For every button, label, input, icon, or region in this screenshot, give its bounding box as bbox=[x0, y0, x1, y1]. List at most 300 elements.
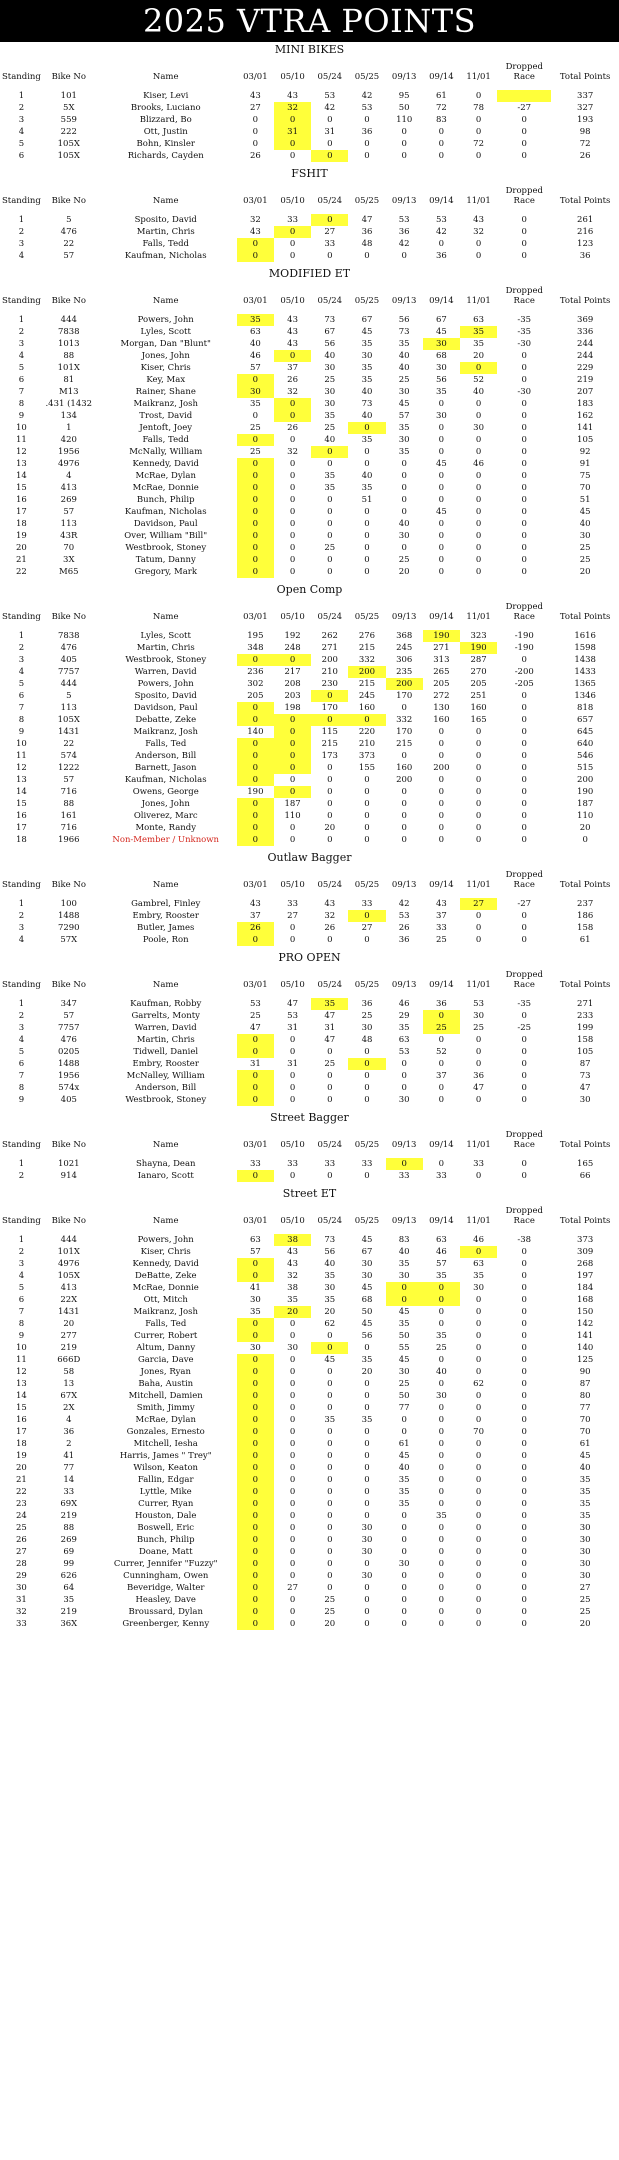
r0913-cell: 53 bbox=[398, 215, 410, 225]
r0510-cell: 33 bbox=[287, 1159, 298, 1169]
name-cell: Blizzard, Bo bbox=[139, 115, 192, 125]
table-row bbox=[0, 1534, 619, 1546]
bike-no-cell: 101X bbox=[57, 363, 80, 373]
r0525-cell: 40 bbox=[361, 411, 373, 421]
section-street-bagger bbox=[0, 1110, 619, 1186]
r1101-cell: 35 bbox=[473, 1271, 484, 1281]
r0914-cell: 0 bbox=[438, 1559, 445, 1569]
r0301-cell: 0 bbox=[237, 1046, 274, 1058]
r0301-cell: 0 bbox=[237, 774, 274, 786]
name-cell: Currer, Jennifer "Fuzzy" bbox=[113, 1559, 218, 1569]
r0510-cell: 0 bbox=[274, 786, 311, 798]
r0524-cell: 0 bbox=[311, 1342, 348, 1354]
dropped-cell: -30 bbox=[517, 339, 532, 349]
bike-no-cell: 1966 bbox=[57, 835, 80, 845]
standing-cell: 5 bbox=[18, 363, 25, 373]
r0301-cell: 30 bbox=[249, 1295, 261, 1305]
column-header-r0524: 05/24 bbox=[317, 612, 343, 622]
r0524-cell: 0 bbox=[327, 1427, 333, 1437]
r0524-cell: 30 bbox=[324, 1283, 336, 1293]
name-cell: Mitchell, Iesha bbox=[133, 1439, 198, 1449]
r0301-cell: 0 bbox=[237, 750, 274, 762]
r0913-cell: 0 bbox=[401, 495, 407, 505]
r0510-cell: 0 bbox=[274, 654, 311, 666]
dropped-cell: 0 bbox=[521, 115, 527, 125]
dropped-cell: 0 bbox=[521, 751, 527, 761]
standing-cell: 1 bbox=[18, 315, 25, 325]
dropped-cell: 0 bbox=[521, 399, 527, 409]
r0525-cell: 35 bbox=[361, 1355, 373, 1365]
total-cell: 26 bbox=[579, 151, 591, 161]
table-row bbox=[0, 922, 619, 934]
dropped-cell: 0 bbox=[521, 911, 527, 921]
r1101-cell: 0 bbox=[475, 1499, 482, 1509]
r0525-cell: 210 bbox=[358, 739, 376, 749]
r0525-cell: 0 bbox=[364, 447, 370, 457]
r0913-cell: 0 bbox=[401, 787, 407, 797]
r0524-cell: 0 bbox=[327, 1331, 333, 1341]
dropped-cell: 0 bbox=[521, 1595, 527, 1605]
dropped-cell: 0 bbox=[521, 811, 527, 821]
r1101-cell: 0 bbox=[475, 1619, 482, 1629]
header-row bbox=[0, 598, 619, 624]
total-cell: 141 bbox=[577, 423, 594, 433]
r0510-cell: 203 bbox=[284, 691, 301, 701]
bike-no-cell: 0205 bbox=[57, 1047, 80, 1057]
r0301-cell: 0 bbox=[237, 250, 274, 262]
bike-no-cell: 269 bbox=[60, 1535, 77, 1545]
name-cell: Garcia, Dave bbox=[137, 1355, 194, 1365]
r0913-cell: 36 bbox=[398, 227, 410, 237]
total-cell: 0 bbox=[582, 835, 588, 845]
r0301-cell: 0 bbox=[237, 810, 274, 822]
r0914-cell: 0 bbox=[438, 1583, 445, 1593]
r1101-cell: 0 bbox=[475, 1451, 482, 1461]
total-cell: 45 bbox=[579, 1451, 591, 1461]
r0913-cell: 40 bbox=[398, 519, 410, 529]
total-cell: 70 bbox=[579, 483, 591, 493]
column-header-r1101: 11/01 bbox=[466, 980, 491, 990]
dropped-cell: 0 bbox=[521, 1571, 527, 1581]
r0524-cell: 56 bbox=[324, 1247, 336, 1257]
table-row bbox=[0, 810, 619, 822]
standing-cell: 2 bbox=[18, 643, 25, 653]
table-row bbox=[0, 1546, 619, 1558]
r1101-cell: 0 bbox=[475, 775, 482, 785]
name-cell: Powers, John bbox=[137, 679, 194, 689]
column-header-r0510: 05/10 bbox=[280, 980, 305, 990]
r0913-cell: 0 bbox=[401, 459, 407, 469]
bike-no-cell: 69X bbox=[60, 1499, 78, 1509]
table-row bbox=[0, 1246, 619, 1258]
name-cell: Currer, Ryan bbox=[138, 1499, 194, 1509]
r0525-cell: 42 bbox=[361, 91, 373, 101]
standing-cell: 1 bbox=[18, 899, 25, 909]
r0913-cell: 0 bbox=[401, 1427, 407, 1437]
r0525-cell: 0 bbox=[364, 823, 370, 833]
total-cell: 20 bbox=[579, 823, 591, 833]
column-header-r0524: 05/24 bbox=[317, 1216, 343, 1226]
table-row bbox=[0, 542, 619, 554]
r0524-cell: 210 bbox=[321, 667, 338, 677]
r0525-cell: 0 bbox=[364, 1583, 370, 1593]
total-cell: 1433 bbox=[574, 667, 596, 677]
dropped-cell: 0 bbox=[521, 1271, 527, 1281]
r0524-cell: 0 bbox=[327, 507, 333, 517]
r0913-cell: 0 bbox=[401, 251, 407, 261]
r0524-cell: 200 bbox=[321, 655, 338, 665]
r0914-cell: 25 bbox=[435, 935, 447, 945]
total-cell: 168 bbox=[577, 1295, 594, 1305]
dropped-cell: 0 bbox=[521, 1083, 527, 1093]
dropped-cell: 0 bbox=[521, 1403, 527, 1413]
standings-table bbox=[0, 282, 619, 578]
r0524-cell: 25 bbox=[324, 1595, 336, 1605]
r0524-cell: 0 bbox=[327, 495, 333, 505]
r0510-cell: 0 bbox=[289, 1475, 296, 1485]
dropped-cell: 0 bbox=[521, 459, 527, 469]
dropped-cell: -190 bbox=[514, 643, 534, 653]
r1101-cell: 0 bbox=[475, 911, 482, 921]
r0525-cell: 35 bbox=[361, 435, 373, 445]
r0913-cell: 245 bbox=[396, 643, 413, 653]
r0301-cell: 0 bbox=[237, 1426, 274, 1438]
r0913-cell: 0 bbox=[401, 1083, 407, 1093]
dropped-cell: 0 bbox=[521, 1035, 527, 1045]
r0510-cell: 0 bbox=[289, 483, 296, 493]
standing-cell: 1 bbox=[18, 1159, 25, 1169]
bike-no-cell: 1431 bbox=[57, 727, 80, 737]
r0524-cell: 0 bbox=[327, 1463, 333, 1473]
r1101-cell: 0 bbox=[475, 1295, 482, 1305]
r0510-cell: 0 bbox=[289, 1535, 296, 1545]
standing-cell: 10 bbox=[16, 739, 27, 749]
dropped-cell: 0 bbox=[521, 215, 527, 225]
r0525-cell: 0 bbox=[364, 811, 370, 821]
total-cell: 158 bbox=[577, 923, 594, 933]
page-title: 2025 VTRA POINTS bbox=[0, 0, 619, 42]
dropped-cell: 0 bbox=[521, 655, 527, 665]
r0914-cell: 0 bbox=[438, 1083, 445, 1093]
total-cell: 105 bbox=[577, 435, 594, 445]
r0510-cell: 32 bbox=[287, 447, 298, 457]
total-cell: 186 bbox=[577, 911, 594, 921]
dropped-cell: -200 bbox=[514, 667, 534, 677]
r0524-cell: 0 bbox=[327, 1487, 333, 1497]
total-cell: 162 bbox=[577, 411, 594, 421]
r0524-cell: 0 bbox=[327, 811, 333, 821]
name-cell: McNalley, William bbox=[126, 1071, 205, 1081]
dropped-cell: 0 bbox=[521, 1047, 527, 1057]
r1101-cell: 0 bbox=[475, 447, 482, 457]
total-cell: 1616 bbox=[574, 631, 596, 641]
bike-no-cell: 1 bbox=[66, 423, 72, 433]
total-cell: 261 bbox=[577, 215, 594, 225]
r0913-cell: 35 bbox=[398, 1259, 410, 1269]
bike-no-cell: 14 bbox=[63, 1475, 75, 1485]
r0524-cell: 47 bbox=[324, 1035, 336, 1045]
r0913-cell: 26 bbox=[398, 923, 410, 933]
bike-no-cell: 5 bbox=[66, 215, 72, 225]
r0913-cell: 0 bbox=[401, 1415, 407, 1425]
r0525-cell: 30 bbox=[361, 1571, 373, 1581]
r0914-cell: 40 bbox=[435, 1367, 447, 1377]
r0914-cell: 0 bbox=[438, 1427, 445, 1437]
r0301-cell: 0 bbox=[237, 1270, 274, 1282]
r0524-cell: 0 bbox=[327, 1499, 333, 1509]
r0510-cell: 0 bbox=[289, 1355, 296, 1365]
r0510-cell: 30 bbox=[287, 1343, 298, 1353]
r0914-cell: 0 bbox=[438, 1035, 445, 1045]
r0524-cell: 0 bbox=[311, 150, 348, 162]
total-cell: 30 bbox=[579, 1547, 591, 1557]
r0510-cell: 0 bbox=[289, 567, 296, 577]
r0525-cell: 30 bbox=[361, 1535, 373, 1545]
r0525-cell: 0 bbox=[364, 1559, 370, 1569]
r0524-cell: 40 bbox=[324, 351, 336, 361]
total-cell: 1598 bbox=[574, 643, 596, 653]
standing-cell: 20 bbox=[16, 543, 27, 553]
standing-cell: 4 bbox=[18, 1271, 25, 1281]
r0510-cell: 0 bbox=[289, 1571, 296, 1581]
r0510-cell: 0 bbox=[289, 823, 296, 833]
dropped-cell: 0 bbox=[521, 1171, 527, 1181]
bike-no-cell: 1488 bbox=[57, 911, 80, 921]
standing-cell: 2 bbox=[18, 911, 25, 921]
dropped-cell: 0 bbox=[521, 1463, 527, 1473]
r1101-cell: 0 bbox=[460, 1246, 497, 1258]
r0510-cell: 0 bbox=[289, 1511, 296, 1521]
column-header-standing: Standing bbox=[1, 1216, 41, 1226]
total-cell: 237 bbox=[577, 899, 594, 909]
table-row bbox=[0, 1318, 619, 1330]
r0525-cell: 0 bbox=[364, 531, 370, 541]
r0524-cell: 35 bbox=[324, 1415, 336, 1425]
standing-cell: 2 bbox=[18, 1247, 25, 1257]
name-cell: Warren, David bbox=[134, 1023, 197, 1033]
column-header-bike-no: Bike No bbox=[51, 1216, 86, 1226]
r0525-cell: 68 bbox=[361, 1295, 373, 1305]
table-row bbox=[0, 314, 619, 326]
standing-cell: 6 bbox=[18, 1295, 25, 1305]
column-header-standing: Standing bbox=[1, 980, 41, 990]
header-row bbox=[0, 282, 619, 308]
dropped-cell: -205 bbox=[514, 679, 534, 689]
total-cell: 546 bbox=[577, 751, 594, 761]
total-cell: 30 bbox=[579, 1535, 591, 1545]
column-header-name: Name bbox=[152, 980, 179, 990]
name-cell: Houston, Dale bbox=[135, 1511, 197, 1521]
r0301-cell: 0 bbox=[237, 530, 274, 542]
r0525-cell: 30 bbox=[361, 1271, 373, 1281]
bike-no-cell: 269 bbox=[60, 495, 77, 505]
table-row bbox=[0, 1010, 619, 1022]
dropped-cell: 0 bbox=[521, 1071, 527, 1081]
bike-no-cell: 58 bbox=[63, 1367, 75, 1377]
r0525-cell: 53 bbox=[361, 103, 373, 113]
r1101-cell: 0 bbox=[475, 1095, 482, 1105]
total-cell: 184 bbox=[577, 1283, 594, 1293]
standings-table bbox=[0, 866, 619, 946]
name-cell: Jones, John bbox=[141, 799, 190, 809]
dropped-cell: 0 bbox=[521, 1475, 527, 1485]
r0914-cell: 0 bbox=[438, 447, 445, 457]
table-row bbox=[0, 434, 619, 446]
r0524-cell: 25 bbox=[324, 375, 336, 385]
bike-no-cell: 134 bbox=[60, 411, 77, 421]
r0914-cell: 0 bbox=[438, 151, 445, 161]
total-cell: 268 bbox=[577, 1259, 594, 1269]
r0914-cell: 0 bbox=[438, 1547, 445, 1557]
standing-cell: 4 bbox=[18, 351, 25, 361]
r0510-cell: 43 bbox=[287, 1247, 298, 1257]
dropped-cell: -25 bbox=[517, 1023, 532, 1033]
r0914-cell: 30 bbox=[435, 363, 447, 373]
name-cell: Kaufman, Robby bbox=[130, 999, 202, 1009]
standing-cell: 9 bbox=[18, 411, 25, 421]
r0301-cell: 205 bbox=[247, 691, 264, 701]
r0525-cell: 0 bbox=[364, 775, 370, 785]
bike-no-cell: 716 bbox=[60, 787, 77, 797]
standing-cell: 15 bbox=[16, 799, 27, 809]
total-cell: 1346 bbox=[574, 691, 596, 701]
dropped-cell: 0 bbox=[521, 727, 527, 737]
column-header-r0525: 05/25 bbox=[354, 612, 380, 622]
r0301-cell: 30 bbox=[237, 386, 274, 398]
column-header-r0524: 05/24 bbox=[317, 196, 343, 206]
r1101-cell: 323 bbox=[470, 631, 487, 641]
bike-no-cell: 413 bbox=[60, 1283, 77, 1293]
r0510-cell: 0 bbox=[289, 471, 296, 481]
name-cell: Trost, David bbox=[139, 411, 193, 421]
r0510-cell: 0 bbox=[289, 1391, 296, 1401]
standing-cell: 3 bbox=[18, 655, 25, 665]
standing-cell: 6 bbox=[18, 1059, 25, 1069]
r1101-cell: 0 bbox=[475, 1035, 482, 1045]
r0301-cell: 0 bbox=[237, 738, 274, 750]
table-row bbox=[0, 1294, 619, 1306]
r0913-cell: 73 bbox=[398, 327, 410, 337]
name-cell: Bunch, Philip bbox=[136, 495, 195, 505]
table-row bbox=[0, 326, 619, 338]
standing-cell: 13 bbox=[16, 775, 27, 785]
column-header-r0913: 09/13 bbox=[391, 296, 417, 306]
r0913-cell: 83 bbox=[398, 1235, 410, 1245]
column-header-total: Total Points bbox=[559, 72, 611, 82]
section-outlaw-bagger bbox=[0, 850, 619, 950]
total-cell: 233 bbox=[577, 1011, 594, 1021]
total-cell: 200 bbox=[577, 775, 594, 785]
standings-table bbox=[0, 182, 619, 262]
dropped-cell: 0 bbox=[521, 763, 527, 773]
table-row bbox=[0, 1378, 619, 1390]
standing-cell: 6 bbox=[18, 151, 25, 161]
r0525-cell: 0 bbox=[364, 543, 370, 553]
standing-cell: 14 bbox=[16, 471, 27, 481]
standing-cell: 1 bbox=[18, 91, 25, 101]
r0525-cell: 200 bbox=[348, 666, 385, 678]
bike-no-cell: 99 bbox=[63, 1559, 75, 1569]
dropped-cell: 0 bbox=[521, 1247, 527, 1257]
column-header-r0301: 03/01 bbox=[243, 612, 268, 622]
r0914-cell: 83 bbox=[435, 115, 447, 125]
standing-cell: 12 bbox=[16, 1367, 27, 1377]
r0914-cell: 56 bbox=[435, 375, 447, 385]
r1101-cell: 52 bbox=[473, 375, 484, 385]
bike-no-cell: 57 bbox=[63, 251, 75, 261]
dropped-cell: 0 bbox=[521, 1011, 527, 1021]
name-cell: Gonzales, Ernesto bbox=[126, 1427, 205, 1437]
r0525-cell: 0 bbox=[364, 1171, 370, 1181]
name-cell: Martin, Chris bbox=[136, 1035, 195, 1045]
r0301-cell: 190 bbox=[247, 787, 264, 797]
r0510-cell: 0 bbox=[289, 543, 296, 553]
r0913-cell: 0 bbox=[401, 1511, 407, 1521]
r0913-cell: 368 bbox=[396, 631, 413, 641]
table-row bbox=[0, 482, 619, 494]
r1101-cell: 0 bbox=[475, 1367, 482, 1377]
bike-no-cell: 444 bbox=[60, 315, 77, 325]
r1101-cell: 30 bbox=[473, 423, 484, 433]
column-header-r0301: 03/01 bbox=[243, 296, 268, 306]
standing-cell: 32 bbox=[16, 1607, 27, 1617]
total-cell: 125 bbox=[577, 1355, 594, 1365]
standing-cell: 1 bbox=[18, 999, 25, 1009]
name-cell: Currer, Robert bbox=[134, 1331, 198, 1341]
standing-cell: 20 bbox=[16, 1463, 27, 1473]
column-header-dropped: Dropped Race bbox=[505, 870, 543, 890]
r0913-cell: 40 bbox=[398, 363, 410, 373]
bike-no-cell: 7757 bbox=[57, 1023, 80, 1033]
name-cell: Lyles, Scott bbox=[140, 327, 191, 337]
table-row bbox=[0, 1474, 619, 1486]
table-row bbox=[0, 138, 619, 150]
r0510-cell: 43 bbox=[287, 315, 298, 325]
r0301-cell: 0 bbox=[237, 834, 274, 846]
r0301-cell: 47 bbox=[249, 1023, 261, 1033]
r0913-cell: 29 bbox=[398, 1011, 410, 1021]
r0913-cell: 77 bbox=[398, 1403, 410, 1413]
r0913-cell: 0 bbox=[401, 1535, 407, 1545]
name-cell: Sposito, David bbox=[134, 215, 197, 225]
table-row bbox=[0, 554, 619, 566]
r0301-cell: 0 bbox=[237, 1034, 274, 1046]
total-cell: 70 bbox=[579, 1415, 591, 1425]
r0913-cell: 50 bbox=[398, 103, 410, 113]
name-cell: McRae, Dylan bbox=[135, 1415, 196, 1425]
table-row bbox=[0, 150, 619, 162]
total-cell: 25 bbox=[579, 1607, 591, 1617]
r1101-cell: 72 bbox=[473, 139, 484, 149]
name-cell: Kennedy, David bbox=[132, 459, 199, 469]
total-cell: 244 bbox=[577, 351, 594, 361]
name-cell: Ott, Mitch bbox=[143, 1295, 188, 1305]
r0524-cell: 47 bbox=[324, 1011, 336, 1021]
r0914-cell: 68 bbox=[435, 351, 447, 361]
r0524-cell: 0 bbox=[311, 714, 348, 726]
r0301-cell: 0 bbox=[237, 506, 274, 518]
dropped-cell: -38 bbox=[517, 1235, 532, 1245]
standing-cell: 16 bbox=[16, 495, 27, 505]
r1101-cell: 0 bbox=[475, 399, 482, 409]
r0525-cell: 0 bbox=[348, 910, 385, 922]
dropped-cell: 0 bbox=[521, 1295, 527, 1305]
r0913-cell: 0 bbox=[401, 151, 407, 161]
bike-no-cell: 88 bbox=[63, 1523, 75, 1533]
bike-no-cell: 105X bbox=[57, 715, 80, 725]
name-cell: Maikranz, Josh bbox=[133, 399, 198, 409]
r0525-cell: 0 bbox=[364, 1487, 370, 1497]
